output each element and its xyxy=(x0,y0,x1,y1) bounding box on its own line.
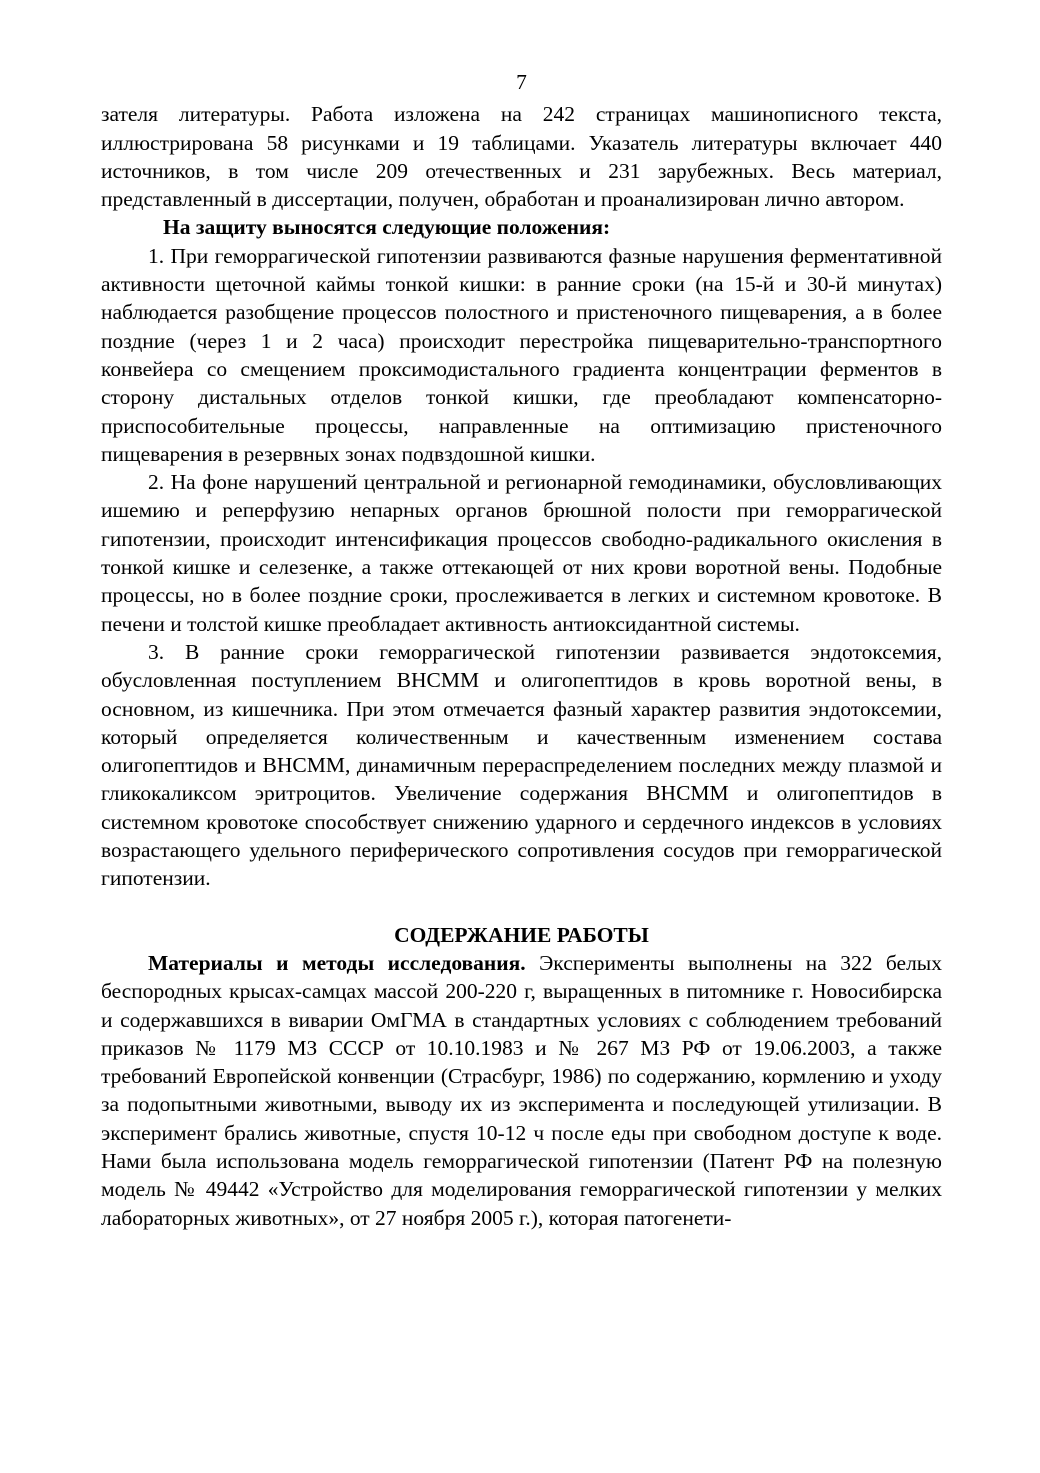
section-title: СОДЕРЖАНИЕ РАБОТЫ xyxy=(394,922,649,947)
methods-lead: Материалы и методы исследования. xyxy=(148,950,526,975)
intro-paragraph: зателя литературы. Работа изложена на 242 страницах машинописного текста, иллюстрирована 58 рисунками и 19 таблицами. Указатель литературы включает 440 источников, в том числе 209 отечественных и 231 зарубежных. Весь материал, представленный в диссертации, получен, обработан и проанализирован лично автором. xyxy=(101,102,942,212)
position-1: 1. При геморрагической гипотензии развиваются фазные нарушения ферментативной активности щеточной каймы тонкой кишки: в ранние сроки (на 15-й и 30-й минутах) наблюдается разобщение процессов полостного и пристеночного пищеварения, а в более поздние (через 1 и 2 часа) происходит перестройка пищеварительно-транспортного конвейера со смещением проксимодистального градиента концентрации ферментов в сторону дистальных отделов тонкой кишки, где преобладают компенсаторно-приспособительные процессы, направленные на оптимизацию пристеночного пищеварения в резервных зонах подвздошной кишки. xyxy=(101,243,942,466)
methods-paragraph xyxy=(101,949,942,1232)
document-page xyxy=(101,68,942,1232)
position-2: 2. На фоне нарушений центральной и регионарной гемодинамики, обусловливающих ишемию и реперфузию непарных органов брюшной полости при геморрагической гипотензии, происходит интенсификация процессов свободно-радикального окисления в тонкой кишке и селезенке, а также оттекающей от них крови воротной вены. Подобные процессы, но в более поздние сроки, прослеживается в легких и системном кровотоке. В печени и толстой кишке преобладает активность антиоксидантной системы. xyxy=(101,470,942,636)
page-number: 7 xyxy=(516,70,527,94)
methods-text: Эксперименты выполнены на 322 белых беспородных крысах-самцах массой 200-220 г, выращенных в питомнике г. Новосибирска и содержавшихся в виварии ОмГМА в стандартных условиях с соблюдением требований приказов № 1179 МЗ СССР от 10.10.1983 и № 267 МЗ РФ от 19.06.2003, а также требований Европейской конвенции (Страсбург, 1986) по содержанию, кормлению и уходу за подопытными животными, выводу их из эксперимента и последующей утилизации. В эксперимент брались животные, спустя 10-12 ч после еды при свободном доступе к воде. Нами была использована модель геморрагической гипотензии (Патент РФ на полезную модель № 49442 «Устройство для моделирования геморрагической гипотензии у мелких лабораторных животных», от 27 ноября 2005 г.), которая патогенети- xyxy=(101,950,942,1230)
position-3: 3. В ранние сроки геморрагической гипотензии развивается эндотоксемия, обусловленная поступлением ВНСММ и олигопептидов в кровь воротной вены, в основном, из кишечника. При этом отмечается фазный характер развития эндотоксемии, который определяется количественным и качественным изменением состава олигопептидов и ВНСММ, динамичным перераспределением последних между плазмой и гликокаликсом эритроцитов. Увеличение содержания ВНСММ и олигопептидов в системном кровотоке способствует снижению ударного и сердечного индексов в условиях возрастающего удельного периферического сопротивления сосудов при геморрагической гипотензии. xyxy=(101,639,942,891)
defense-heading: На защиту выносятся следующие положения: xyxy=(163,215,611,240)
